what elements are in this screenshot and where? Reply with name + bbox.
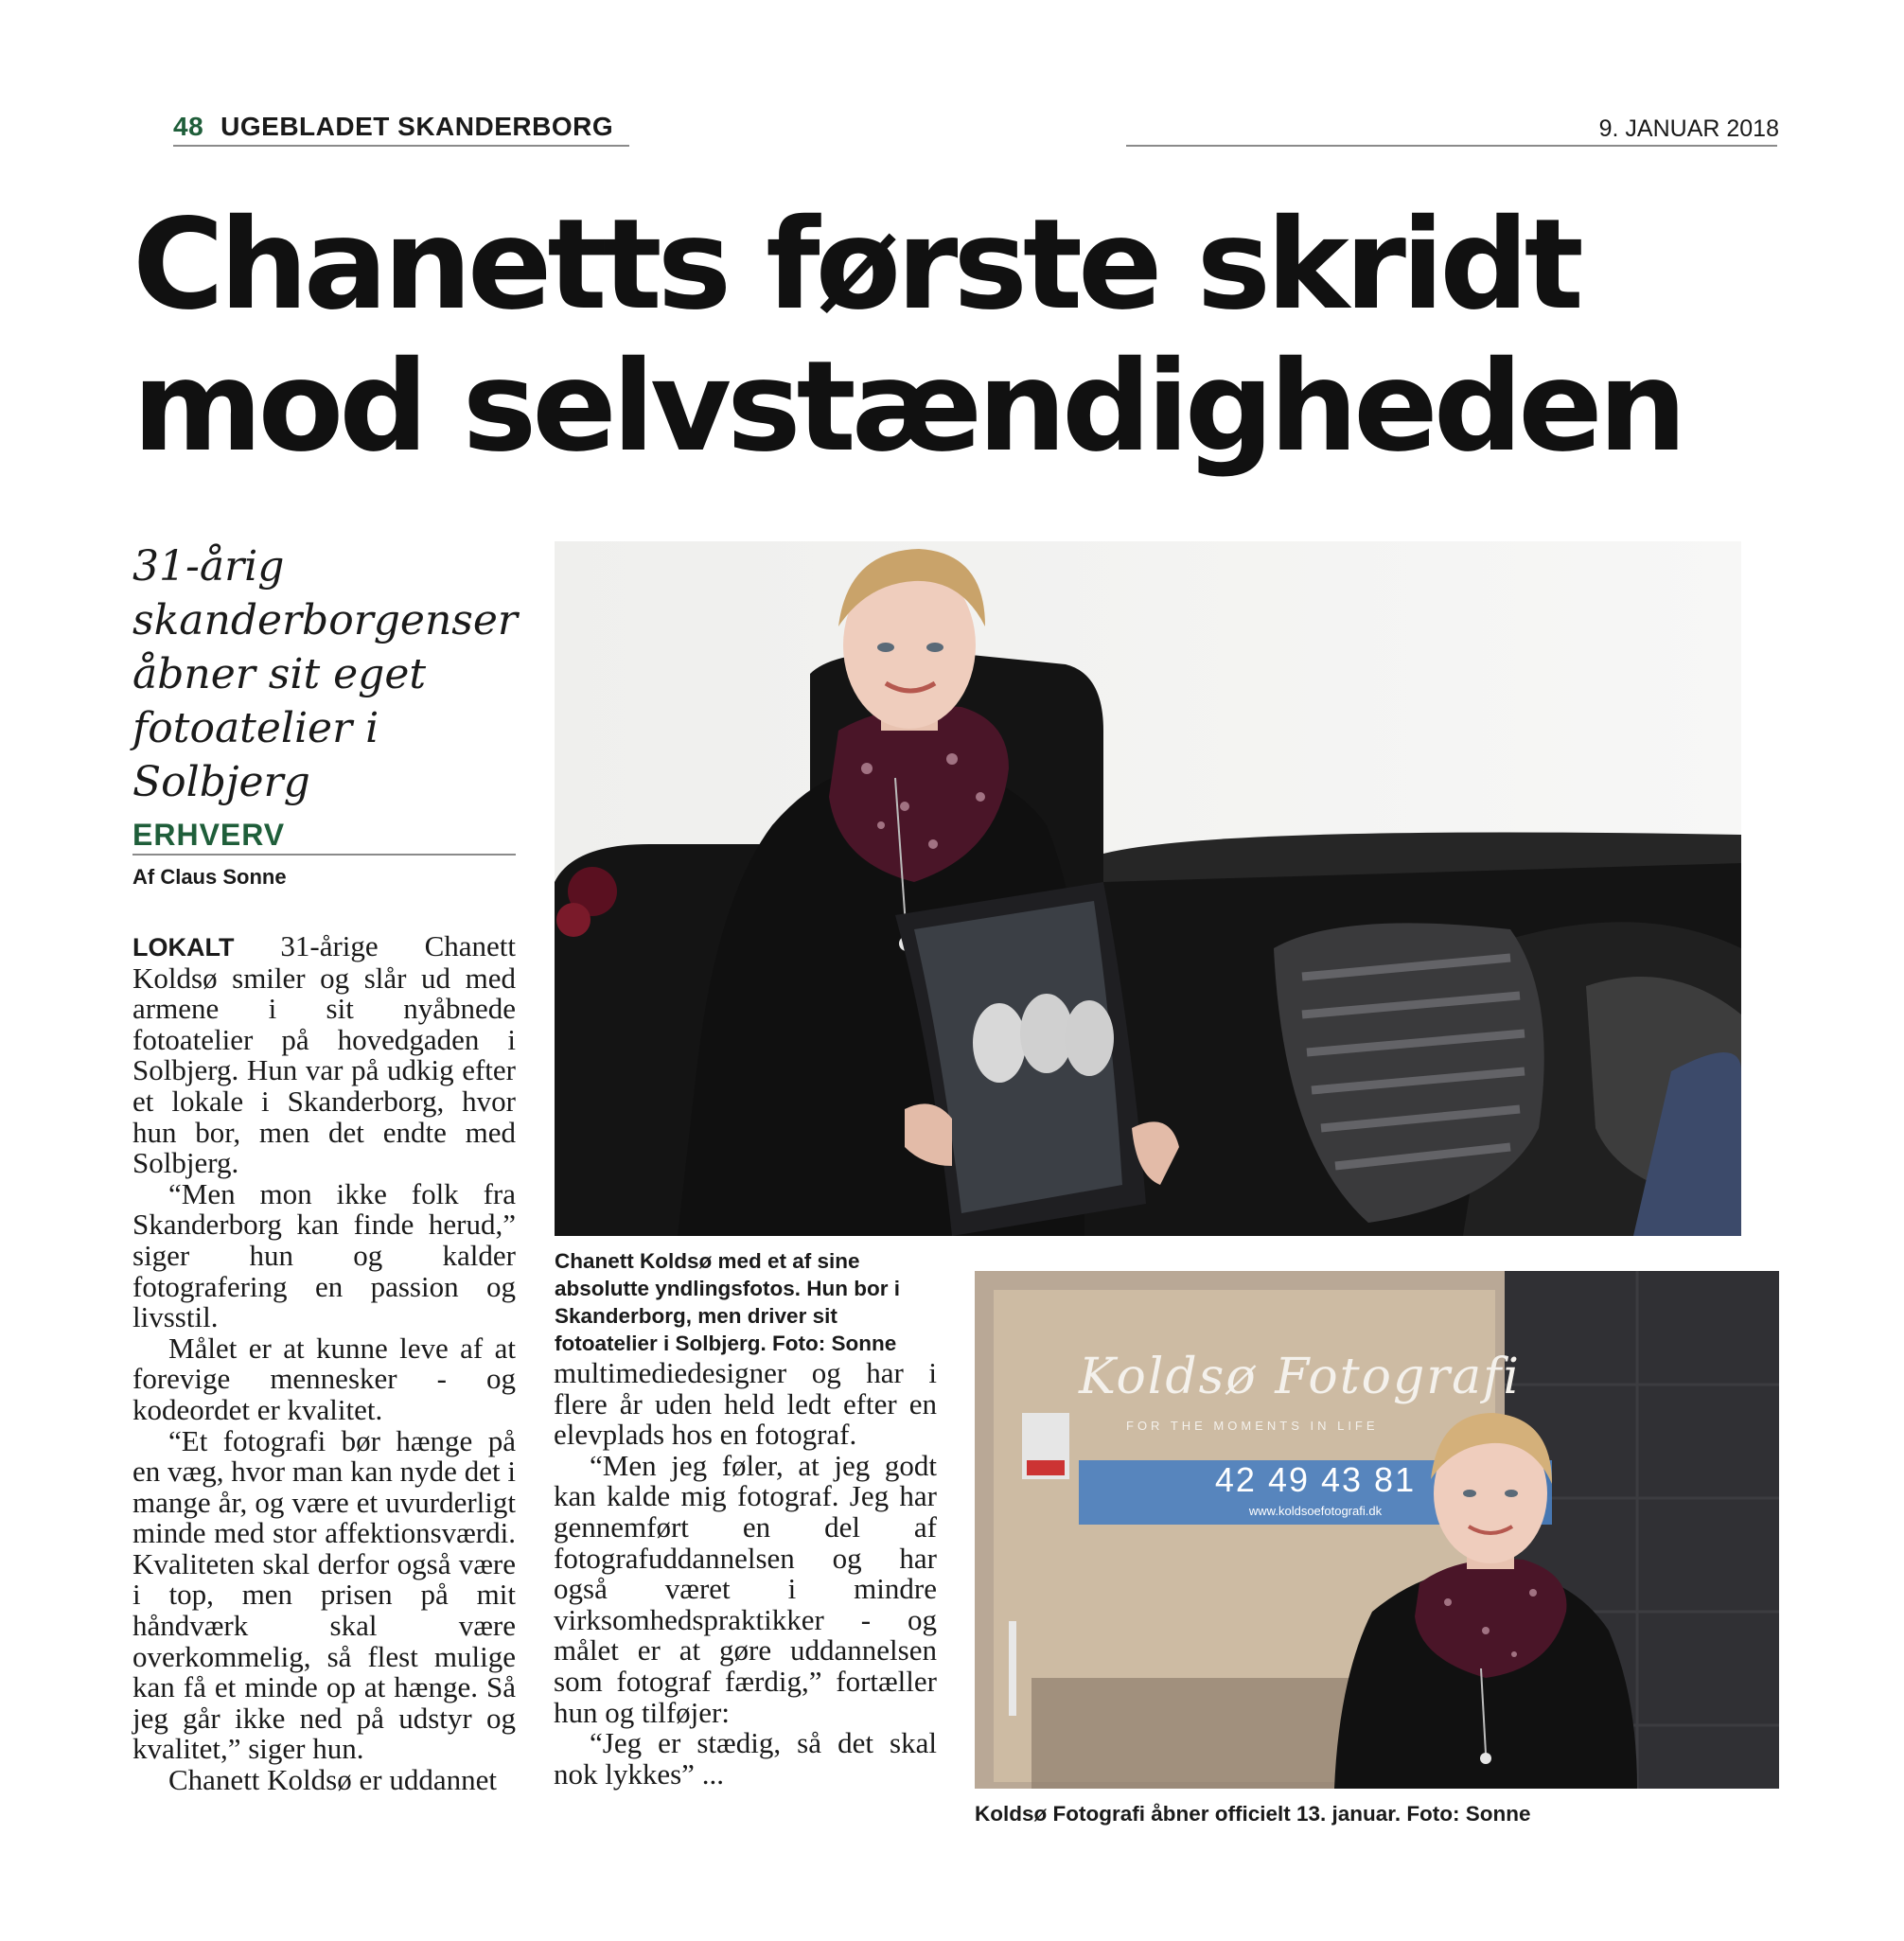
- header-rule-right: [1126, 145, 1777, 147]
- photo-2-caption: Koldsø Fotografi åbner officielt 13. januar. Foto: Sonne: [975, 1802, 1531, 1826]
- headline-line-1: Chanetts første skridt: [132, 192, 1579, 338]
- page-number: 48: [173, 112, 204, 141]
- page-header: [173, 112, 613, 142]
- section-rubric: ERHVERV: [132, 818, 286, 852]
- body-paragraph: “Jeg er stædig, så det skal nok lykkes” ...: [554, 1726, 937, 1791]
- studio-sign-name: Koldsø Fotografi: [1079, 1349, 1521, 1405]
- publication-name: UGEBLADET SKANDERBORG: [220, 112, 614, 141]
- body-paragraph: “Men mon ikke folk fra Skanderborg kan finde herud,” siger hun og kalder fotografering en passion og livsstil.: [132, 1176, 516, 1334]
- issue-date: 9. JANUAR 2018: [1598, 115, 1779, 142]
- header-rule-left: [173, 145, 629, 147]
- studio-phone-number: 42 49 43 81: [1214, 1460, 1417, 1499]
- body-column-2: [554, 1358, 937, 1790]
- body-paragraph: multimediedesigner og har i flere år uden held ledt efter en elevplads hos en fotograf.: [554, 1356, 937, 1452]
- kicker: LOKALT: [132, 933, 235, 962]
- photo-chanett-sofa: [555, 541, 1741, 1236]
- photo-studio-entrance: [975, 1271, 1779, 1789]
- rubric-rule: [132, 854, 516, 856]
- lead-subheading: 31-årig skanderborgenser åbner sit eget fotoatelier i Solbjerg: [132, 542, 518, 806]
- body-paragraph: LOKALT 31-årige Chanett Koldsø smiler og slår ud med armene i sit nyåbnede fotoatelier på hovedgaden i Solbjerg. Hun var på udkig efter et lokale i Skanderborg, hvor hun bor, men det endte med Solbjerg.: [132, 929, 516, 1180]
- body-paragraph: “Men jeg føler, at jeg godt kan kalde mig fotograf. Jeg har gennemført en del af fotografuddannelsen og har også været i mindre virksomhedspraktikker - og målet er at gøre uddannelsen som fotograf færdig,” fortæller hun og tilføjer:: [554, 1448, 937, 1729]
- byline: Af Claus Sonne: [132, 865, 287, 889]
- photo-1-caption: Chanett Koldsø med et af sine absolutte yndlingsfotos. Hun bor i Skanderborg, men driver sit fotoatelier i Solbjerg. Foto: Sonne: [555, 1249, 900, 1355]
- body-column-1: [132, 931, 516, 1796]
- studio-sign-tagline: FOR THE MOMENTS IN LIFE: [1126, 1419, 1379, 1433]
- body-paragraph: “Et fotografi bør hænge på en væg, hvor man kan nyde det i mange år, og være et uvurderligt minde med stor affektionsværdi. Kvaliteten skal derfor også være i top, men prisen på mit håndværk skal være overkommelig, så flest mulige kan få et minde op at hænge. Så jeg går ikke ned på udstyr og kvalitet,” siger hun.: [132, 1423, 516, 1766]
- body-paragraph: Chanett Koldsø er uddannet: [168, 1763, 497, 1797]
- photo-1-illustration: [555, 541, 1741, 1236]
- body-paragraph: Målet er at kunne leve af at forevige mennesker - og kodeordet er kvalitet.: [132, 1331, 516, 1426]
- studio-website: www.koldsoefotografi.dk: [1248, 1504, 1383, 1518]
- headline-line-2: mod selvstændigheden: [132, 334, 1683, 480]
- headline: [132, 194, 1817, 478]
